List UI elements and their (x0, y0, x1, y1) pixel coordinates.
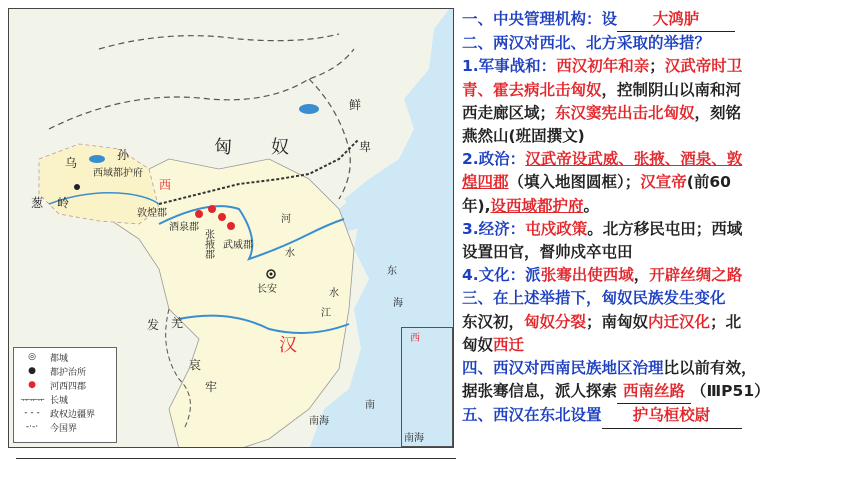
modern-border-icon: -·-· (25, 422, 39, 432)
note-line-7: 2.政治：汉武帝设武威、张掖、酒泉、敦 (462, 150, 743, 169)
note-line-17: 据张骞信息，派人探索 西南丝路 （ⅢP51） (462, 380, 856, 404)
label-nanhai: 南海 (309, 416, 329, 427)
note-line-3: 1.军事战和：西汉初年和亲；汉武帝时卫 (462, 57, 743, 76)
label-changan: 长安 (257, 284, 277, 295)
legend-row-ancient-border (18, 407, 95, 419)
label-dunhuang: 敦煌郡 (137, 208, 167, 219)
legend-row-modern-border (18, 421, 77, 433)
note-line-12: 4.文化：派张骞出使西域，开辟丝绸之路 (462, 266, 743, 285)
legend-label: 河西四郡 (50, 381, 87, 392)
note-line-10: 3.经济：屯戍政策。北方移民屯田；西域 (462, 219, 743, 238)
label-ai: 哀 (189, 358, 202, 372)
ancient-border-icon: - - - (24, 408, 40, 418)
legend-row-wall (18, 393, 68, 405)
note-line-15: 匈奴西迁 (462, 335, 525, 354)
han-dynasty-map (8, 8, 454, 448)
capital-icon: ◎ (28, 352, 36, 362)
note-line-6: 燕然山(班固撰文) (462, 127, 585, 146)
label-lao: 牢 (205, 380, 218, 394)
label-sun: 孙 (117, 148, 130, 162)
answer-blank-3: 护乌桓校尉 (602, 404, 742, 428)
label-ling: 岭 (57, 196, 70, 210)
label-xian: 鲜 (349, 98, 362, 112)
note-line-13: 三、在上述举措下，匈奴民族发生变化 (462, 289, 726, 308)
great-wall-icon: ᅲᅲᅲ (20, 395, 44, 406)
label-jiuquan: 酒泉郡 (169, 222, 199, 233)
label-wuwei: 武威郡 (223, 240, 253, 251)
answer-blank-2: 西南丝路 (617, 380, 691, 404)
note-line-5: 西走廊区域；东汉窦宪出击北匈奴，刻铭 (462, 103, 742, 122)
note-line-14: 东汉初，匈奴分裂；南匈奴内迁汉化；北 (462, 312, 742, 331)
label-han: 汉 (279, 335, 297, 356)
label-zhangye: 张掖郡 (205, 230, 215, 261)
map-legend (13, 347, 117, 443)
label-fa: 发 (147, 318, 160, 332)
note-line-1: 一、中央管理机构：设 大鸿胪 (462, 8, 856, 32)
legend-label: 长城 (50, 395, 69, 406)
label-xiong: 匈 (214, 137, 232, 158)
label-dong: 东 (387, 266, 397, 277)
inset-label-nanhai: 南海 (404, 433, 424, 444)
note-line-8: 煌四郡（填入地图圆框）；汉宣帝(前60 (462, 173, 731, 192)
label-nu: 奴 (271, 137, 289, 158)
note-line-9: 年),设西域都护府。 (462, 196, 600, 215)
duhu-seat-icon: ● (28, 366, 36, 376)
legend-label: 政权边疆界 (50, 409, 96, 420)
legend-row-capital (18, 351, 68, 363)
legend-label: 今国界 (50, 423, 78, 434)
legend-label: 都城 (50, 353, 69, 364)
note-line-2: 二、两汉对西北、北方采取的举措？ (462, 34, 711, 53)
answer-blank-1: 大鸿胪 (617, 8, 735, 32)
label-nan: 南 (365, 400, 375, 411)
note-line-11: 设置田官，督帅戍卒屯田 (462, 243, 633, 262)
inset-label-xi: 西 (410, 333, 420, 344)
label-wu: 乌 (65, 156, 78, 170)
label-xiyu-duhu: 西域都护府 (93, 168, 143, 179)
label-shui2: 水 (329, 288, 339, 299)
legend-row-hexi (18, 379, 86, 391)
label-cong: 葱 (31, 196, 44, 210)
label-hai: 海 (393, 298, 403, 309)
label-he: 河 (281, 214, 291, 225)
map-bottom-rule (16, 458, 456, 459)
label-bei: 卑 (359, 140, 372, 154)
note-line-4: 青、霍去病北击匈奴，控制阴山以南和河 (462, 80, 742, 99)
legend-label: 都护治所 (50, 367, 87, 378)
label-qiang: 羌 (171, 316, 184, 330)
label-jiang: 江 (321, 308, 331, 319)
label-xi: 西 (159, 178, 172, 192)
label-shui: 水 (285, 248, 295, 259)
note-line-18: 五、西汉在东北设置 护乌桓校尉 (462, 404, 856, 428)
hexi-commandery-icon: ● (28, 380, 36, 390)
notes-panel (462, 8, 856, 478)
south-sea-inset (401, 327, 453, 447)
note-line-16: 四、西汉对西南民族地区治理比以前有效， (462, 359, 757, 378)
legend-row-duhu (18, 365, 86, 377)
